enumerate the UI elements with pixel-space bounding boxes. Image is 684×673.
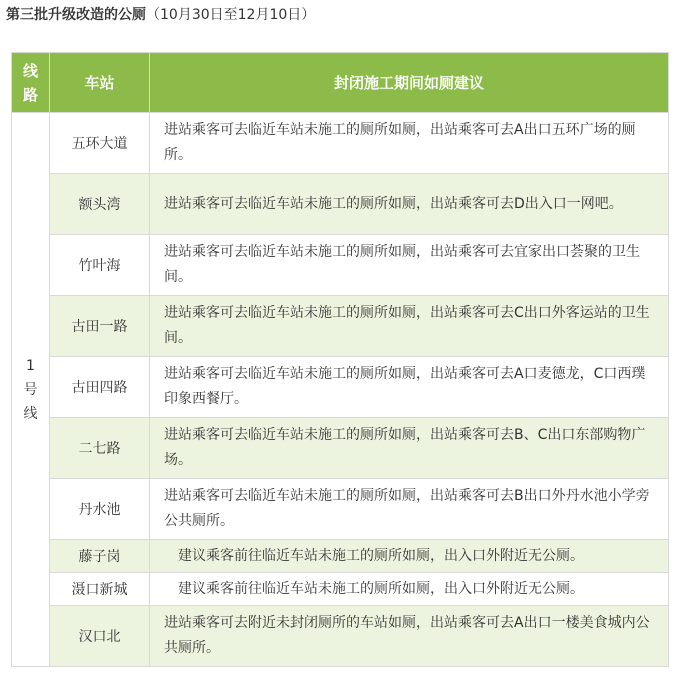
table-row xyxy=(12,606,669,667)
station-cell: 二七路 xyxy=(50,418,150,479)
line-label: 1 号 线 xyxy=(23,357,38,422)
table-row xyxy=(12,418,669,479)
table-row xyxy=(12,235,669,296)
station-cell: 额头湾 xyxy=(50,174,150,235)
table-row xyxy=(12,296,669,357)
table-row xyxy=(12,479,669,540)
table-row xyxy=(12,357,669,418)
column-header-station: 车站 xyxy=(50,53,150,113)
station-cell: 竹叶海 xyxy=(50,235,150,296)
line-cell xyxy=(12,113,50,667)
advice-cell: 进站乘客可去临近车站未施工的厕所如厕，出站乘客可去B出口外丹水池小学旁公共厕所。 xyxy=(150,479,669,540)
advice-cell: 进站乘客可去临近车站未施工的厕所如厕，出站乘客可去宜家出口荟聚的卫生间。 xyxy=(150,235,669,296)
advice-cell: 进站乘客可去附近未封闭厕所的车站如厕，出站乘客可去A出口一楼美食城内公共厕所。 xyxy=(150,606,669,667)
page-title xyxy=(6,4,315,26)
table-row xyxy=(12,540,669,573)
advice-cell: 进站乘客可去临近车站未施工的厕所如厕，出站乘客可去A出口五环广场的厕所。 xyxy=(150,113,669,174)
station-cell: 五环大道 xyxy=(50,113,150,174)
table-header-row xyxy=(12,53,669,113)
station-cell: 滠口新城 xyxy=(50,573,150,606)
title-main: 第三批升级改造的公厕 xyxy=(6,7,146,23)
column-header-advice: 封闭施工期间如厕建议 xyxy=(150,53,669,113)
advice-cell: 进站乘客可去临近车站未施工的厕所如厕，出站乘客可去B、C出口东部购物广场。 xyxy=(150,418,669,479)
title-date-range: （10月30日至12月10日） xyxy=(146,7,316,23)
advice-cell: 建议乘客前往临近车站未施工的厕所如厕，出入口外附近无公厕。 xyxy=(150,540,669,573)
advice-cell: 建议乘客前往临近车站未施工的厕所如厕，出入口外附近无公厕。 xyxy=(150,573,669,606)
toilet-advice-table xyxy=(11,52,669,667)
station-cell: 古田一路 xyxy=(50,296,150,357)
station-cell: 汉口北 xyxy=(50,606,150,667)
advice-cell: 进站乘客可去临近车站未施工的厕所如厕，出站乘客可去C出口外客运站的卫生间。 xyxy=(150,296,669,357)
table-row xyxy=(12,113,669,174)
advice-cell: 进站乘客可去临近车站未施工的厕所如厕，出站乘客可去D出入口一网吧。 xyxy=(150,174,669,235)
advice-cell: 进站乘客可去临近车站未施工的厕所如厕，出站乘客可去A口麦德龙，C口西璞印象西餐厅。 xyxy=(150,357,669,418)
column-header-line xyxy=(12,53,50,113)
column-header-line-label: 线 路 xyxy=(22,61,38,104)
station-cell: 藤子岗 xyxy=(50,540,150,573)
station-cell: 丹水池 xyxy=(50,479,150,540)
station-cell: 古田四路 xyxy=(50,357,150,418)
table-row xyxy=(12,174,669,235)
table-row xyxy=(12,573,669,606)
